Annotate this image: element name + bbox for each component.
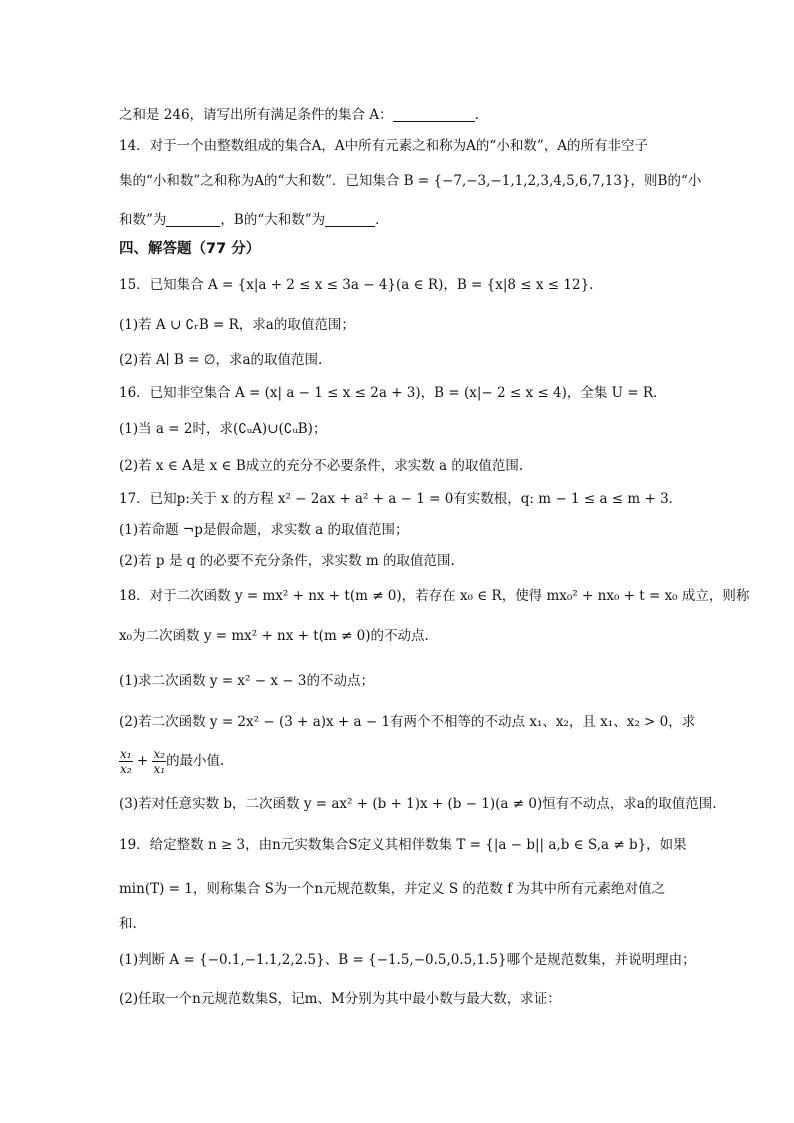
- q18-line-1: 18．对于二次函数 y = mx² + nx + t(m ≠ 0)，若存在 x₀ ∈ R，使得 mx₀² + nx₀ + t = x₀ 成立，则称: [119, 588, 750, 604]
- q13-tail-line: [119, 106, 479, 124]
- q13-tail-text: 之和是 246，请写出所有满足条件的集合 A：: [119, 107, 393, 123]
- q15-line: 15．已知集合 A = {x|a + 2 ≤ x ≤ 3a − 4}(a ∈ R)，B = {x|8 ≤ x ≤ 12}.: [119, 277, 594, 293]
- q14-line-3: [119, 211, 389, 229]
- q19-line-2: min(T) = 1，则称集合 S为一个n元规范数集，并定义 S 的范数 f 为其中所有元素绝对值之: [119, 881, 665, 897]
- q19-line-1: 19．给定整数 n ≥ 3，由n元实数集合S定义其相伴数集 T = {|a − b|| a,b ∈ S,a ≠ b}，如果: [119, 837, 687, 853]
- answer-blank-small-sum[interactable]: [166, 212, 220, 227]
- q18-part2: (2)若二次函数 y = 2x² − (3 + a)x + a − 1有两个不相等的不动点 x₁、x₂，且 x₁、x₂ > 0，求: [119, 714, 696, 730]
- q16-part2: (2)若 x ∈ A是 x ∈ B成立的充分不必要条件，求实数 a 的取值范围.: [119, 458, 524, 474]
- frac2-num: x₂: [153, 747, 166, 761]
- q14-text-c: ．: [375, 212, 389, 228]
- q19-part1: (1)判断 A = {−0.1,−1.1,2,2.5}、B = {−1.5,−0.5,0.5,1.5}哪个是规范数集，并说明理由；: [119, 952, 696, 968]
- answer-blank[interactable]: [393, 107, 475, 122]
- q17-part1: (1)若命题 ¬p是假命题，求实数 a 的取值范围；: [119, 522, 409, 538]
- section-heading: 四、解答题（77 分）: [119, 241, 261, 257]
- q13-period: .: [474, 107, 479, 123]
- q16-part1: (1)当 a = 2时，求(∁ᵤA)∪(∁ᵤB)；: [119, 421, 327, 437]
- q14-text-a: 和数”为: [119, 212, 167, 228]
- q16-line: 16．已知非空集合 A = (x| a − 1 ≤ x ≤ 2a + 3)，B = (x|− 2 ≤ x ≤ 4)，全集 U = R．: [119, 385, 667, 401]
- plus-sign: +: [136, 753, 149, 769]
- min-value-text: 的最小值.: [166, 753, 225, 769]
- q14-text-b: ，B的“大和数”为: [220, 212, 326, 228]
- q18-part3: (3)若对任意实数 b，二次函数 y = ax² + (b + 1)x + (b − 1)(a ≠ 0)恒有不动点，求a的取值范围.: [119, 796, 717, 812]
- q15-part2: (2)若 A∣ B = ∅，求a的取值范围.: [119, 352, 323, 368]
- fraction-x2-over-x1: [152, 747, 166, 776]
- q14-line-2: 集的“小和数”之和称为A的“大和数”．已知集合 B = {−7,−3,−1,1,2,3,4,5,6,7,13}，则B的“小: [119, 173, 702, 189]
- q17-part2: (2)若 p 是 q 的必要不充分条件，求实数 m 的取值范围.: [119, 553, 455, 569]
- frac1-num: x₁: [120, 747, 132, 761]
- q18-line-2: x₀为二次函数 y = mx² + nx + t(m ≠ 0)的不动点.: [119, 628, 429, 644]
- q17-line: 17．已知p:关于 x 的方程 x² − 2ax + a² + a − 1 = 0有实数根，q: m − 1 ≤ a ≤ m + 3．: [119, 491, 683, 507]
- q14-line-1: 14．对于一个由整数组成的集合A，A中所有元素之和称为A的“小和数”，A的所有非空子: [119, 138, 648, 154]
- q18-part1: (1)求二次函数 y = x² − x − 3的不动点；: [119, 673, 374, 689]
- frac2-den: x₁: [153, 762, 166, 776]
- q19-part2: (2)任取一个n元规范数集S，记m、M分别为其中最小数与最大数，求证：: [119, 991, 561, 1007]
- fraction-x1-over-x2: [119, 747, 133, 776]
- q18-part2-cont: [119, 747, 224, 776]
- frac1-den: x₂: [120, 762, 132, 776]
- answer-blank-big-sum[interactable]: [325, 212, 375, 227]
- q19-line-3: 和.: [119, 916, 137, 932]
- q15-part1: (1)若 A ∪ ∁ᵣB = R，求a的取值范围；: [119, 317, 355, 333]
